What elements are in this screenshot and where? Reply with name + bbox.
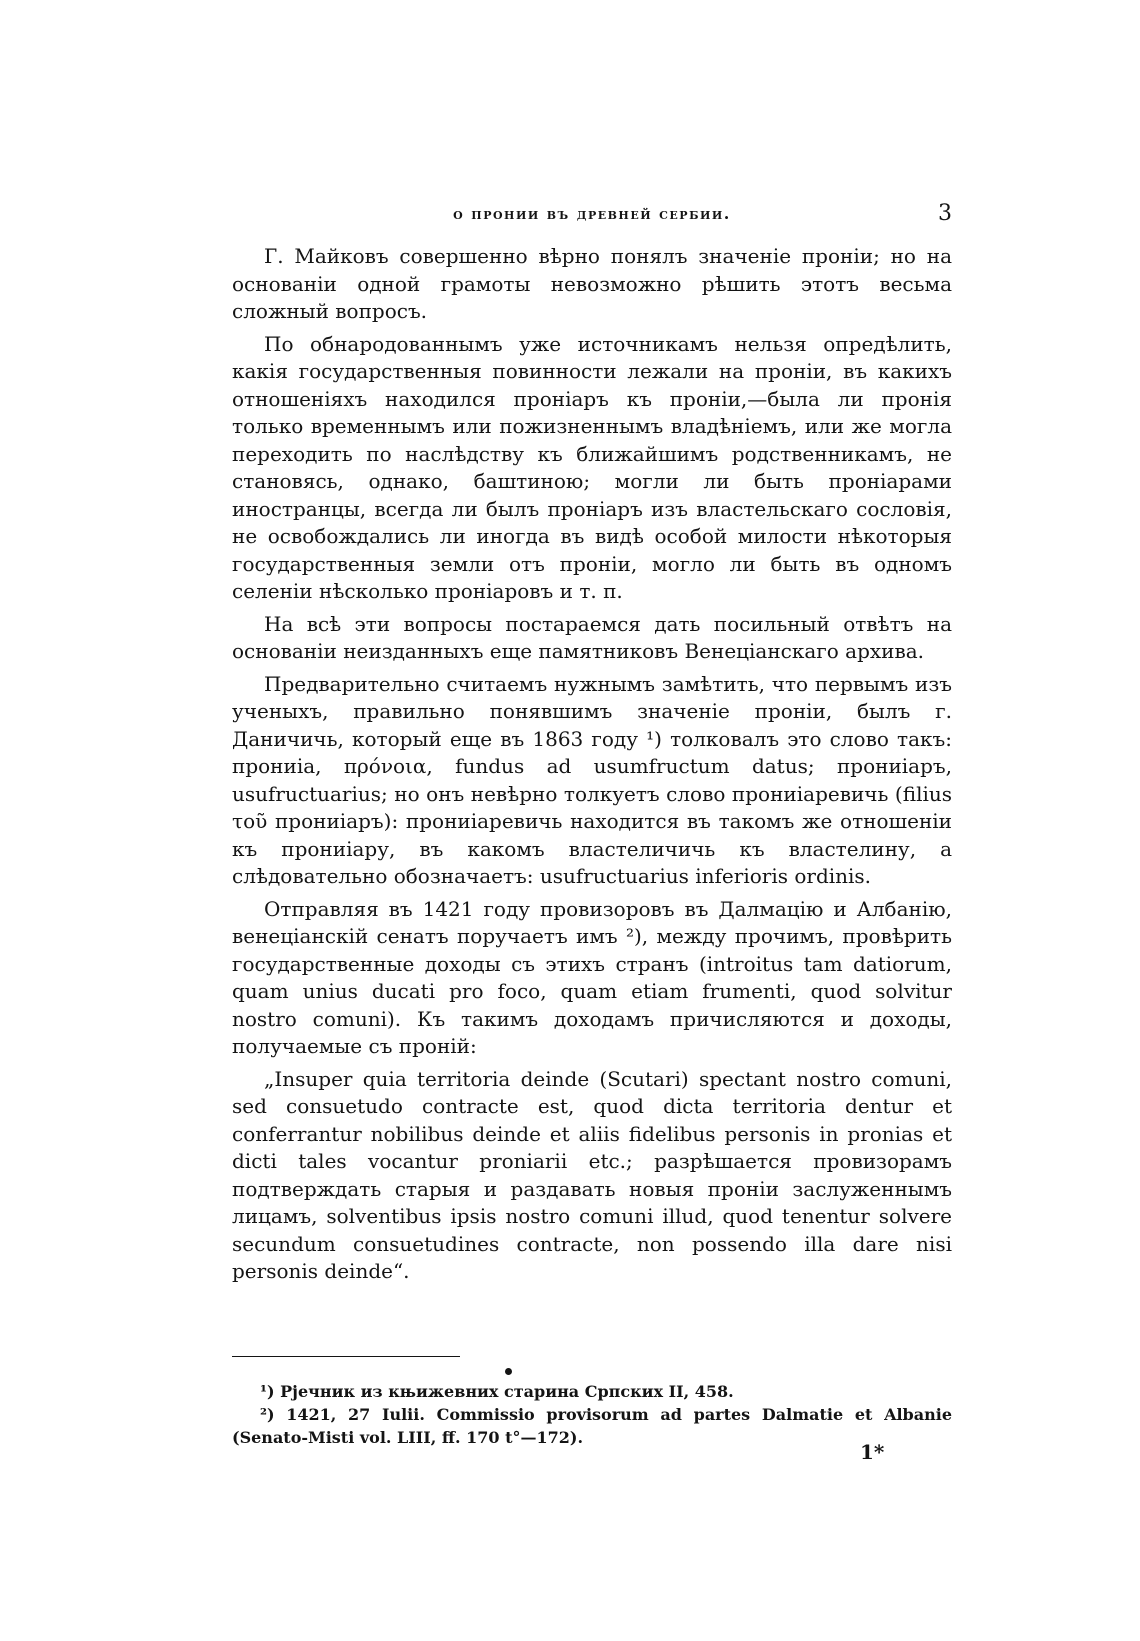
- paragraph: На всѣ эти вопросы постараемся дать посильный отвѣтъ на основанiи неизданныхъ еще памятниковъ Венецiанскаго архива.: [232, 611, 952, 663]
- footnote: ¹) Рјечник из књижевних старина Српских II, 458.: [260, 1382, 734, 1401]
- paragraph: По обнародованнымъ уже источникамъ нельзя опредѣлить, какiя государственныя повинности лежали на пронiи, въ какихъ отношенiяхъ находился пронiаръ къ пронiи,—была ли пронiя только временнымъ или пожизненнымъ владѣнiемъ, или же могла переходить по наслѣдству къ ближайшимъ родственникамъ, не становясь, однако, баштиною; могли ли быть пронiарами иностранцы, всегда ли былъ пронiаръ изъ властельскаго сословiя, не освобождались ли иногда въ видѣ особой милости нѣкоторыя государственныя земли отъ пронiи, могло ли быть въ одномъ селенiи нѣсколько пронiаровъ и т. п.: [232, 331, 952, 603]
- footnote-divider: [232, 1356, 460, 1357]
- page-header: [232, 200, 952, 228]
- paragraph: Предварительно считаемъ нужнымъ замѣтить, что первымъ изъ ученыхъ, правильно понявшимъ значенiе пронiи, былъ г. Даничичь, который еще въ 1863 году ¹) толковалъ это слово такъ: прониiа, πρόνοια, fundus ad usumfructum datus; прониiаръ, usufructuarius; но онъ невѣрно толкуетъ слово прониiаревичь (filius τοῦ прониiаръ): прониiаревичь находится въ такомъ же отношенiи къ прониiару, въ какомъ властеличичь къ властелину, а слѣдовательно обозначаетъ: usufructuarius inferioris ordinis.: [232, 671, 952, 888]
- footnote: ²) 1421, 27 Iulii. Commissio provisorum ad partes Dalmatie et Albanie (Senato-Misti vol. LIII, ff. 170 t°—172).: [232, 1405, 952, 1447]
- divider-dot: [505, 1368, 512, 1375]
- page-number: 3: [938, 201, 952, 226]
- footnotes: [232, 1380, 952, 1449]
- signature-mark: 1*: [860, 1440, 885, 1464]
- paragraph: Отправляя въ 1421 году провизоровъ въ Далмацiю и Албанiю, венецiанскiй сенатъ поручаетъ имъ ²), между прочимъ, провѣрить государственные доходы съ этихъ странъ (introitus tam datiorum, quam unius ducati pro foco, quam etiam frumenti, quod solvitur nostro comuni). Къ такимъ доходамъ причисляются и доходы, получаемые съ пронiй:: [232, 896, 952, 1058]
- paragraph: „Insuper quia territoria deinde (Scutari) spectant nostro comuni, sed consuetudo contracte est, quod dicta territoria dentur et conferrantur nobilibus deinde et aliis fidelibus personis in pronias et dicti tales vocantur proniarii etc.; разрѣшается провизорамъ подтверждать старыя и раздавать новыя пронiи заслуженнымъ лицамъ, solventibus ipsis nostro comuni illud, quod tenentur solvere secundum consuetudines contracte, non possendo illa dare nisi personis deinde“.: [232, 1066, 952, 1283]
- running-title: о пронии въ древней сербии.: [453, 204, 731, 223]
- body-text: [232, 243, 952, 1291]
- paragraph: Г. Майковъ совершенно вѣрно понялъ значенiе пронiи; но на основанiи одной грамоты невозможно рѣшить этотъ весьма сложный вопросъ.: [232, 244, 952, 323]
